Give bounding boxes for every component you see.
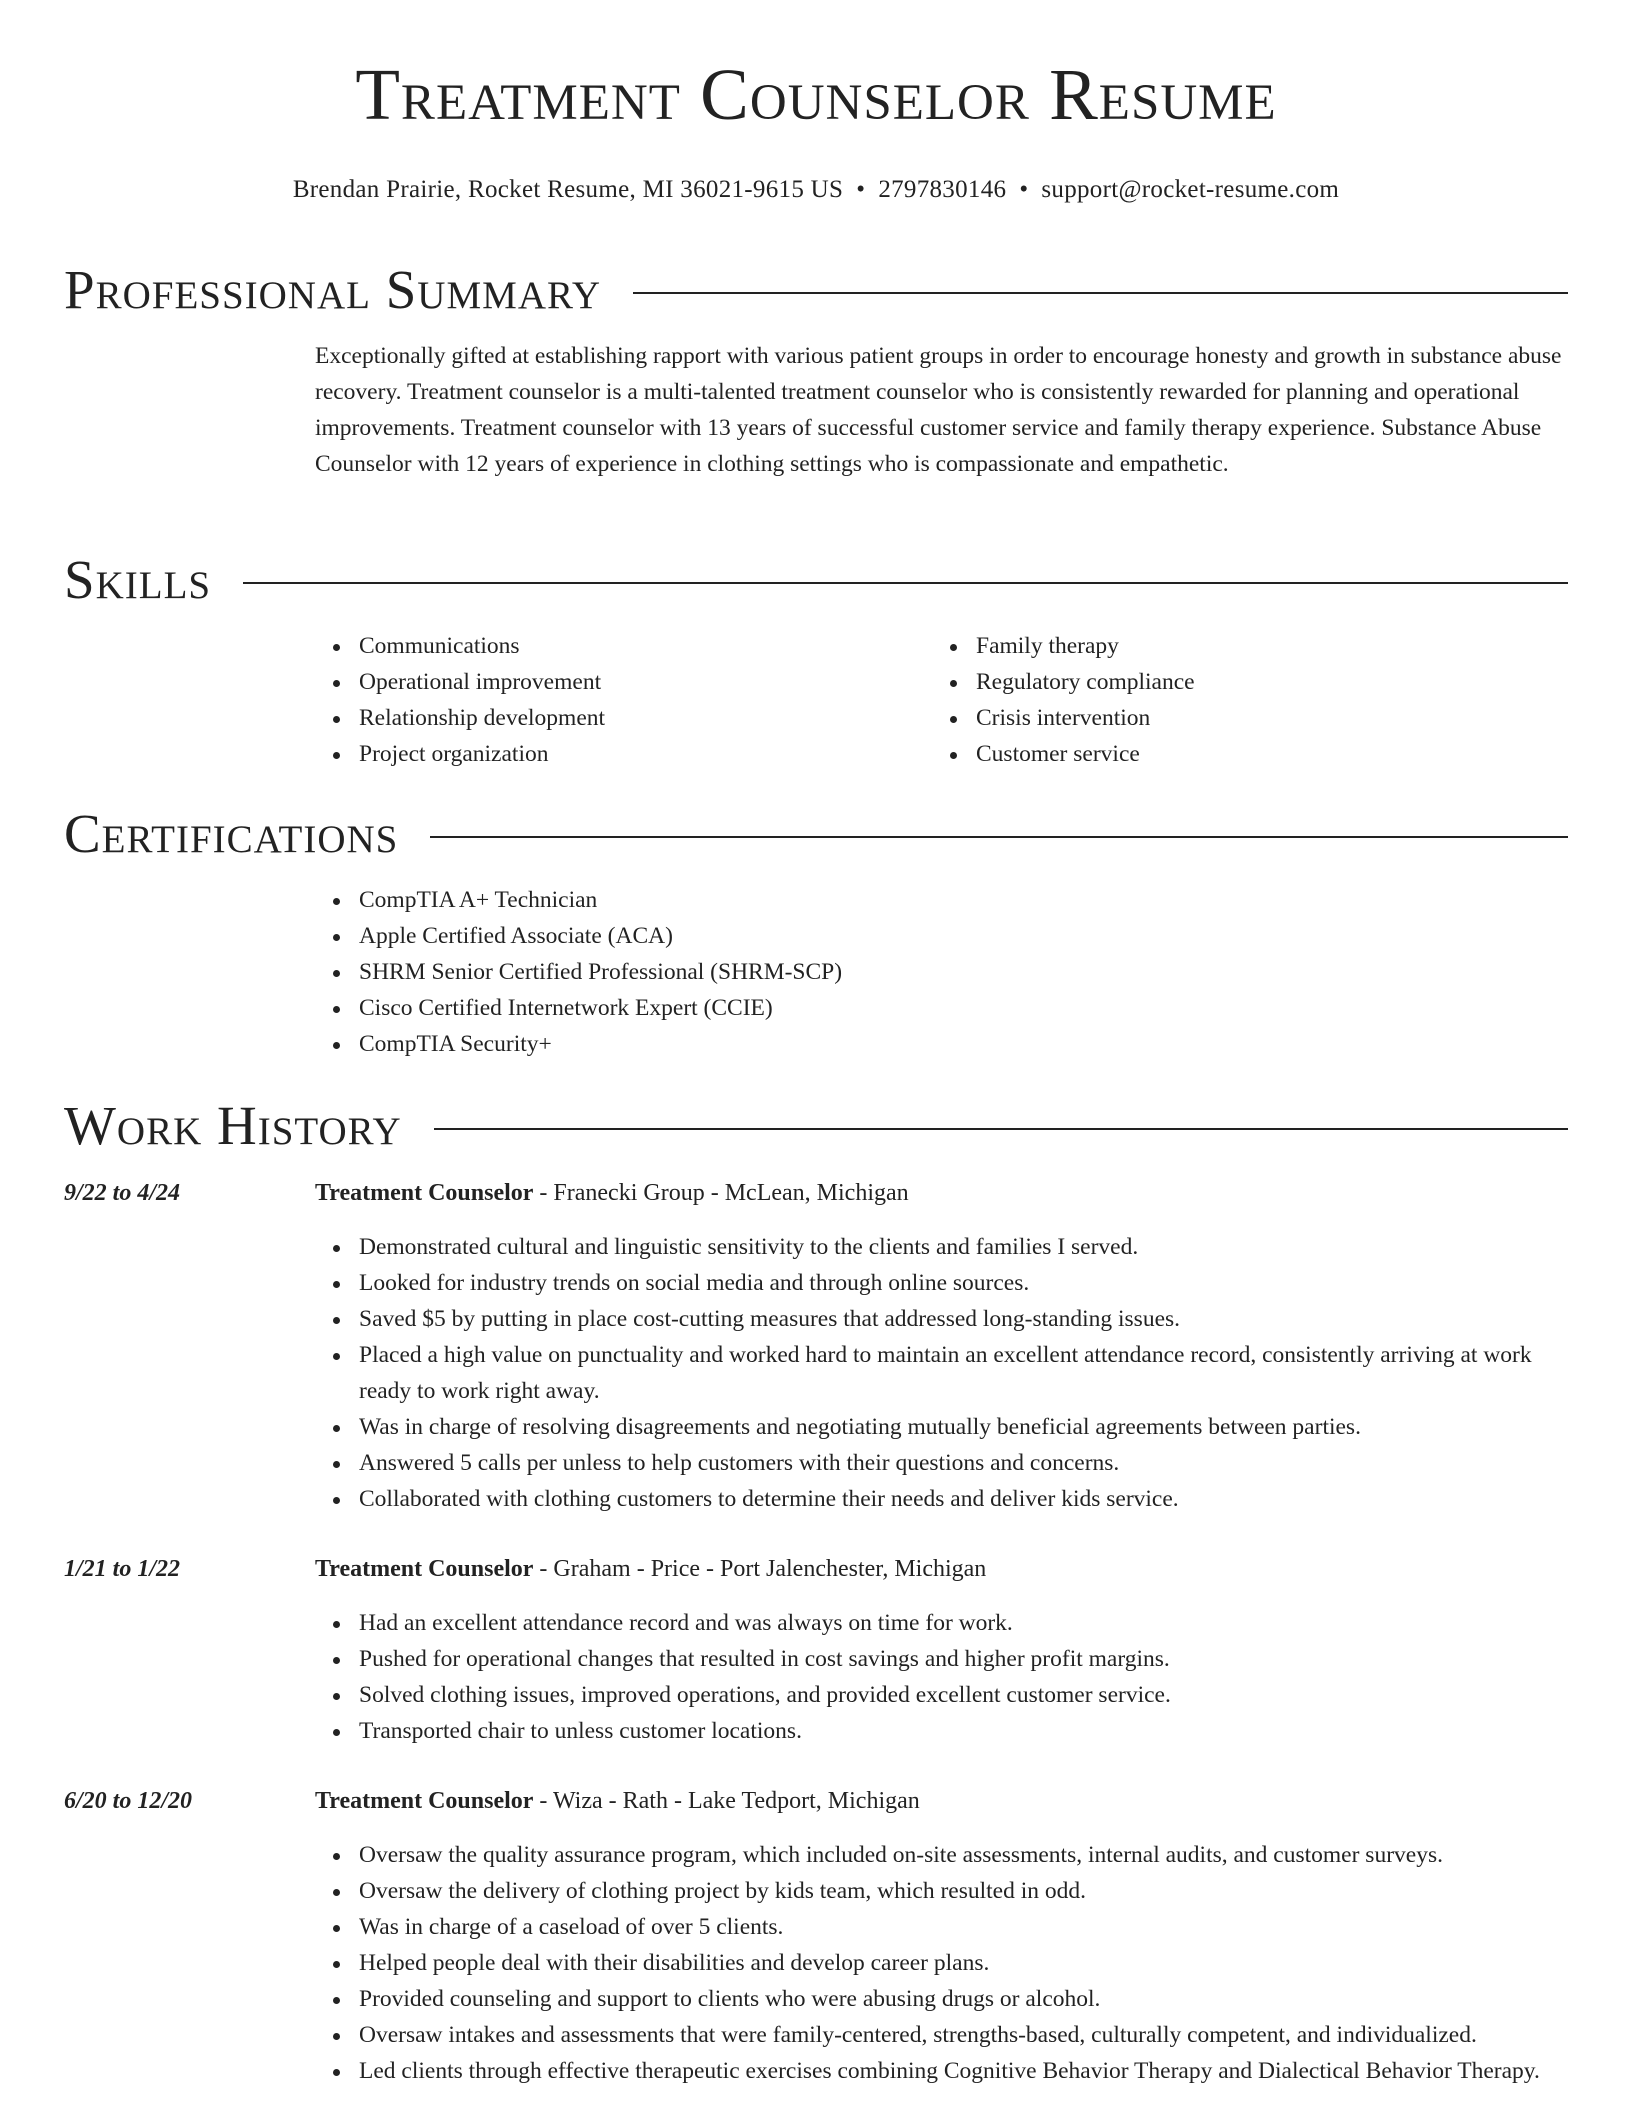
work-bullet: Provided counseling and support to clients who were abusing drugs or alcohol. xyxy=(315,1981,1568,2017)
work-bullet: Was in charge of resolving disagreements and negotiating mutually beneficial agreements between parties. xyxy=(315,1409,1568,1445)
work-bullet: Was in charge of a caseload of over 5 clients. xyxy=(315,1909,1568,1945)
job-role: Treatment Counselor xyxy=(315,1556,534,1582)
work-bullets xyxy=(315,1837,1568,2089)
work-title-line xyxy=(315,1175,909,1211)
contact-separator: • xyxy=(1019,176,1029,203)
work-bullet: Had an excellent attendance record and was always on time for work. xyxy=(315,1605,1568,1641)
work-bullet: Oversaw the quality assurance program, which included on-site assessments, internal audits, and customer surveys. xyxy=(315,1837,1568,1873)
skill-item: Communications xyxy=(315,628,915,664)
work-bullet: Transported chair to unless customer locations. xyxy=(315,1713,1568,1749)
skill-item: Crisis intervention xyxy=(932,700,1532,736)
contact-line xyxy=(64,176,1568,204)
job-employer: - Franecki Group - McLean, Michigan xyxy=(533,1180,909,1206)
certification-item: Apple Certified Associate (ACA) xyxy=(315,918,1568,954)
certification-item: CompTIA A+ Technician xyxy=(315,882,1568,918)
work-bullet: Placed a high value on punctuality and worked hard to maintain an excellent attendance record, consistently arriving at work ready to work right away. xyxy=(315,1337,1568,1409)
skill-item: Family therapy xyxy=(932,628,1532,664)
work-bullets xyxy=(315,1229,1568,1517)
section-header-certifications xyxy=(64,803,1568,864)
skills-list-right xyxy=(932,628,1532,772)
job-role: Treatment Counselor xyxy=(315,1180,534,1206)
skills-column-right xyxy=(932,628,1532,772)
skills-list-left xyxy=(315,628,915,772)
section-title-skills: Skills xyxy=(64,549,212,610)
skill-item: Relationship development xyxy=(315,700,915,736)
section-title-certifications: Certifications xyxy=(64,803,399,864)
section-divider xyxy=(243,582,1568,584)
work-title-line xyxy=(315,1551,986,1587)
certification-item: SHRM Senior Certified Professional (SHRM-SCP) xyxy=(315,954,1568,990)
work-bullets xyxy=(315,1605,1568,1749)
work-bullet: Pushed for operational changes that resulted in cost savings and higher profit margins. xyxy=(315,1641,1568,1677)
contact-separator: • xyxy=(856,176,866,203)
skill-item: Regulatory compliance xyxy=(932,664,1532,700)
work-bullet: Led clients through effective therapeutic exercises combining Cognitive Behavior Therapy and Dialectical Behavior Therapy. xyxy=(315,2053,1568,2089)
work-bullet: Solved clothing issues, improved operations, and provided excellent customer service. xyxy=(315,1677,1568,1713)
job-role: Treatment Counselor xyxy=(315,1788,534,1814)
work-bullet: Oversaw intakes and assessments that were family-centered, strengths-based, culturally competent, and individualized. xyxy=(315,2017,1568,2053)
resume-title: Treatment Counselor Resume xyxy=(355,54,1277,135)
work-bullet: Looked for industry trends on social media and through online sources. xyxy=(315,1265,1568,1301)
certification-item: Cisco Certified Internetwork Expert (CCIE) xyxy=(315,990,1568,1026)
work-dates: 6/20 to 12/20 xyxy=(64,1788,193,1814)
work-dates: 9/22 to 4/24 xyxy=(64,1180,181,1206)
certification-item: CompTIA Security+ xyxy=(315,1026,1568,1062)
certifications-list xyxy=(315,882,1568,1062)
work-bullet: Answered 5 calls per unless to help customers with their questions and concerns. xyxy=(315,1445,1568,1481)
skill-item: Project organization xyxy=(315,736,915,772)
work-bullet: Saved $5 by putting in place cost-cutting measures that addressed long-standing issues. xyxy=(315,1301,1568,1337)
contact-address: Brendan Prairie, Rocket Resume, MI 36021-9615 US xyxy=(292,176,844,203)
work-bullet: Helped people deal with their disabilities and develop career plans. xyxy=(315,1945,1568,1981)
job-employer: - Wiza - Rath - Lake Tedport, Michigan xyxy=(533,1788,920,1814)
certifications-block xyxy=(315,882,1568,1062)
section-divider xyxy=(434,1128,1568,1130)
skill-item: Operational improvement xyxy=(315,664,915,700)
work-dates: 1/21 to 1/22 xyxy=(64,1556,181,1582)
work-bullet: Oversaw the delivery of clothing project by kids team, which resulted in odd. xyxy=(315,1873,1568,1909)
skills-column-left xyxy=(315,628,915,772)
section-header-summary xyxy=(64,259,1568,320)
contact-phone: 2797830146 xyxy=(878,176,1007,203)
section-header-work-history xyxy=(64,1095,1568,1156)
job-employer: - Graham - Price - Port Jalenchester, Michigan xyxy=(533,1556,987,1582)
skill-item: Customer service xyxy=(932,736,1532,772)
work-bullet: Collaborated with clothing customers to determine their needs and deliver kids service. xyxy=(315,1481,1568,1517)
section-title-work-history: Work History xyxy=(64,1095,402,1156)
section-title-summary: Professional Summary xyxy=(64,259,602,320)
contact-email: support@rocket-resume.com xyxy=(1041,176,1340,203)
section-header-skills xyxy=(64,549,1568,610)
work-title-line xyxy=(315,1783,920,1819)
work-bullet: Demonstrated cultural and linguistic sensitivity to the clients and families I served. xyxy=(315,1229,1568,1265)
section-divider xyxy=(430,836,1568,838)
section-divider xyxy=(633,292,1568,294)
summary-text: Exceptionally gifted at establishing rapport with various patient groups in order to encourage honesty and growth in substance abuse recovery. Treatment counselor is a multi-talented treatment counselor who is consistently rewarded for planning and operational improvements. Treatment counselor with 13 years of successful customer service and family therapy experience. Substance Abuse Counselor with 12 years of experience in clothing settings who is compassionate and empathetic. xyxy=(315,343,1562,477)
